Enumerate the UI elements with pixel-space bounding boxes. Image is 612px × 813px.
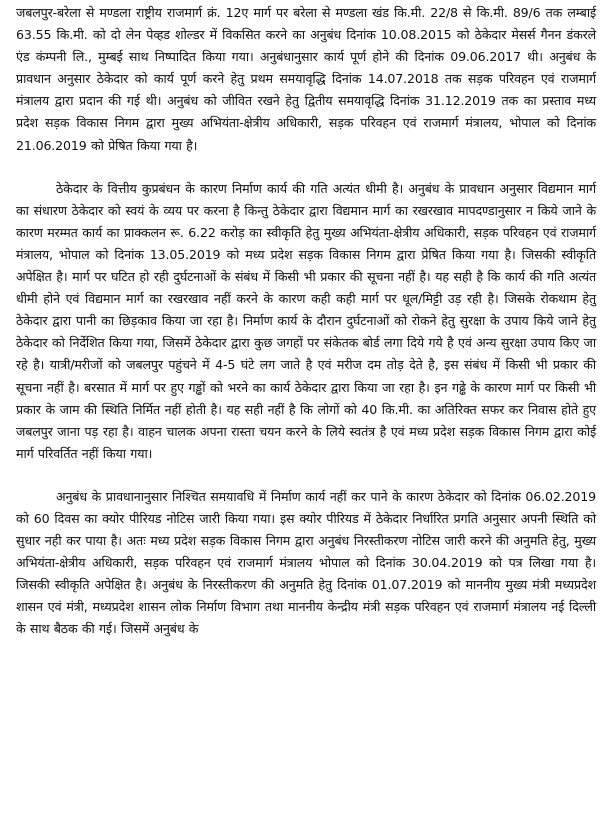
paragraph-contract-details: जबलपुर-बरेला से मण्डला राष्ट्रीय राजमार्ग क्रं. 12ए मार्ग पर बरेला से मण्डला खंड कि.मी. 22/8 से कि.मी. 89/6 तक लम्बाई 63.55 कि.मी. को दो लेन पेव्हड शोल्डर में विकसित करने का अनुबंध दिनांक 10.08.2015 को ठेकेदार मेसर्स गैनन डंकरले एंड कंम्पनी लि., मुम्बई साथ निष्पादित किया गया। अनुबंधानुसार कार्य पूर्ण होने की दिनांक 09.06.2017 थी। अनुबंध के प्रावधान अनुसार ठेकेदार को कार्य पूर्ण करने हेतु प्रथम समयावृद्धि दिनांक 14.07.2018 तक सड़क परिवहन एवं राजमार्ग मंत्रालय द्वारा प्रदान की गई थी। अनुबंध को जीवित रखने हेतु द्वितीय समयावृद्धि दिनांक 31.12.2019 तक का प्रस्ताव मध्य प्रदेश सड़क विकास निगम द्वारा मुख्य अभियंता-क्षेत्रीय अधिकारी, सड़क परिवहन एवं राजमार्ग मंत्रालय, भोपाल को दिनांक 21.06.2019 को प्रेषित किया गया है।: [16, 5, 596, 153]
paragraph-contractor-progress: ठेकेदार के वित्तीय कुप्रबंधन के कारण निर्माण कार्य की गति अत्यंत धीमी है। अनुबंध के प्रावधान अनुसार विद्यमान मार्ग का संधारण ठेकेदार को स्वयं के व्यय पर करना है किन्तु ठेकेदार द्वारा विद्यमान मार्ग का रखरखाव मापदण्डानुसार न किये जाने के कारण मरम्मत कार्य का प्राक्कलन रू. 6.22 करोड़ का स्वीकृति हेतु मुख्य अभियंता-क्षेत्रीय अधिकारी, सड़क परिवहन एवं राजमार्ग मंत्रालय, भोपाल को दिनांक 13.05.2019 को मध्य प्रदेश सड़क विकास निगम द्वारा प्रेषित किया गया है। जिसकी स्वीकृति अपेक्षित है। मार्ग पर घटित हो रही दुर्घटनाओं के संबंध में किसी भी प्रकार की सूचना नहीं है। यह सही है कि कार्य की गति अत्यंत धीमी होने एवं विद्यमान मार्ग का रखरखाव नहीं करने के कारण कही कही मार्ग पर धूल/मिट्टी उड़ रही है। जिसके रोकथाम हेतु ठेकेदार द्वारा पानी का छिड़काव किया जा रहा है। निर्माण कार्य के दौरान दुर्घटनाओं को रोकने हेतु सुरक्षा के उपाय किये जाने हेतु ठेकेदार को निर्देशित किया गया, जिसमें ठेकेदार द्वारा कुछ जगहों पर संकेतक बोर्ड लगा दिये गये है एवं अन्य सुरक्षा उपाय किए जा रहे है। यात्री/मरीजों को जबलपुर पहुंचने में 4-5 घंटे लग जाते है एवं मरीज दम तोड़ देते है, इस संबंध में किसी भी प्रकार की सूचना नहीं है। बरसात में मार्ग पर हुए गड्ढों को भरने का कार्य ठेकेदार द्वारा किया जा रहा है। इन गढ्ढे के कारण मार्ग पर किसी भी प्रकार के जाम की स्थिति निर्मित नहीं होती है। यह सही नहीं है कि लोगों को 40 कि.मी. का अतिरिक्त सफर कर निवास होते हुए जबलपुर जाना पड़ रहा है। वाहन चालक अपना रास्ता चयन करने के लिये स्वतंत्र है एवं मध्य प्रदेश सड़क विकास निगम द्वारा कोई मार्ग परिवर्तित नहीं किया गया।: [16, 180, 596, 461]
paragraph-termination-notice: अनुबंध के प्रावधानानुसार निश्चित समयावधि में निर्माण कार्य नहीं कर पाने के कारण ठेकेदार को दिनांक 06.02.2019 को 60 दिवस का क्योर पीरियड नोटिस जारी किया गया। इस क्योर पीरियड में ठेकेदार निर्धारित प्रगति अनुसार अपनी स्थिति को सुधार नही कर पाया है। अतः मध्य प्रदेश सड़क विकास निगम द्वारा अनुबंध निरस्तीकरण नोटिस जारी करने की अनुमति हेतु, मुख्य अभियंता-क्षेत्रीय अधिकारी, सड़क परिवहन एवं राजमार्ग मंत्रालय भोपाल को दिनांक 30.04.2019 को पत्र लिखा गया है। जिसकी स्वीकृति अपेक्षित है। अनुबंध के निरस्तीकरण की अनुमति हेतु दिनांक 01.07.2019 को माननीय मुख्य मंत्री मध्यप्रदेश शासन एवं मंत्री, मध्यप्रदेश शासन लोक निर्माण विभाग तथा माननीय केन्द्रीय मंत्री सड़क परिवहन एवं राजमार्ग मंत्रालय नई दिल्ली के साथ बैठक की गई। जिसमें अनुबंध के: [16, 488, 596, 637]
